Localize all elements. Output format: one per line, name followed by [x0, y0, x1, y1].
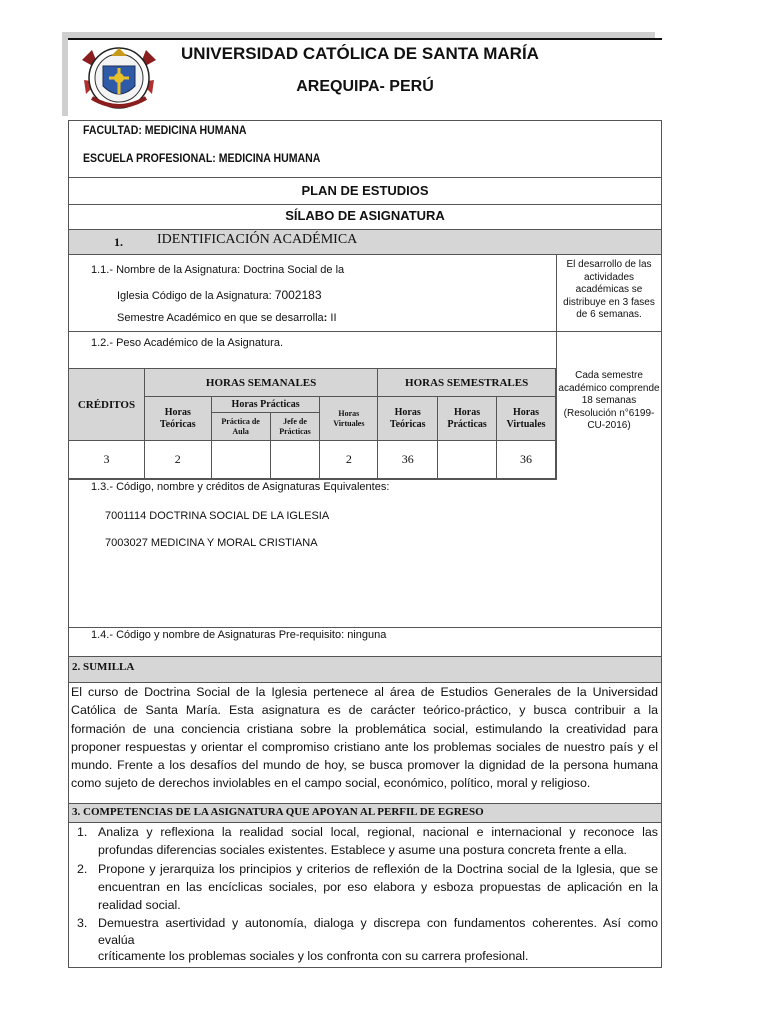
s11-semester-colon: :: [323, 312, 328, 324]
note-line: Cada semestre: [575, 370, 643, 381]
sem-virtuales-header: [497, 397, 556, 441]
header-line: Teóricas: [389, 418, 426, 430]
horas-semestrales-header: HORAS SEMESTRALES: [378, 369, 556, 397]
item-line: evalúa: [98, 932, 135, 947]
header-line: Aula: [232, 426, 249, 436]
section2-bar: [69, 657, 661, 682]
list-item: [71, 823, 658, 860]
item-number: 3.: [77, 916, 88, 931]
university-location: AREQUIPA- PERÚ: [296, 78, 434, 95]
s12-label: 1.2.- Peso Académico de la Asignatura.: [91, 337, 284, 349]
horas-practicas-header: Horas Prácticas: [211, 397, 320, 413]
item-line: críticamente los problemas sociales y los confronta con su carrera profesional.: [98, 948, 529, 963]
faculty-label: FACULTAD: MEDICINA HUMANA: [83, 123, 247, 137]
header-line: Prácticas: [447, 418, 487, 430]
horas-semanales-header: HORAS SEMANALES: [144, 369, 377, 397]
rule: [68, 627, 662, 628]
creditos-header: CRÉDITOS: [69, 369, 145, 441]
value-creditos: 3: [69, 441, 145, 479]
university-seal-logo: [78, 40, 160, 116]
note-line: actividades: [583, 271, 635, 283]
sumilla-line: proponer respuestas y orientar el compromiso cristiano ante los problemas sociales de nuestro país y el: [71, 739, 658, 754]
sumilla-line: El curso de Doctrina Social de la Iglesia pertenece al área de Estudios Generales de la Universidad: [71, 685, 658, 699]
header-line: Horas: [454, 406, 481, 418]
item-number: 1.: [77, 825, 88, 839]
note-line: distribuye en 3 fases: [563, 296, 655, 308]
header-line: Jefe de: [283, 416, 307, 426]
s11-line1: 1.1.- Nombre de la Asignatura: Doctrina Social de la: [91, 264, 345, 276]
item-line: profundas diferencias sociales existentes. Establece y asume una postura concreta frente a ella.: [98, 843, 627, 858]
section1-title: IDENTIFICACIÓN ACADÉMICA: [157, 232, 358, 247]
value-sem-teoricas: 36: [378, 441, 438, 479]
s13-item: 7001114 DOCTRINA SOCIAL DE LA IGLESIA: [105, 510, 330, 522]
sumilla-line: mundo. Frente a los desafíos del mundo de hoy, se busca promover la dignidad de la persona humana: [71, 758, 658, 773]
practica-aula-header: [211, 413, 270, 441]
plan-title: PLAN DE ESTUDIOS: [301, 183, 429, 198]
jefe-practicas-header: [270, 413, 320, 441]
item-line: realidad social.: [98, 898, 181, 913]
value-sem-practicas: [438, 441, 497, 479]
value-practica-aula: [211, 441, 270, 479]
s12-side-note: [558, 370, 660, 433]
s11-code-value: 7002183: [274, 288, 322, 302]
header-line: Horas: [512, 406, 540, 418]
note-line: (Resolución n°6199-: [563, 407, 655, 419]
sumilla-line: como sujeto de derechos inviolables en el campo social, económico, político, moral y religioso.: [71, 776, 591, 791]
note-line: CU-2016): [587, 420, 631, 431]
competencias-list: [71, 823, 658, 965]
section1-number: 1.: [114, 235, 123, 249]
university-title: UNIVERSIDAD CATÓLICA DE SANTA MARÍA: [181, 44, 539, 63]
rule: [556, 254, 557, 480]
sumilla-text: [71, 683, 658, 793]
s11-semester-value: II: [327, 312, 337, 324]
section2-title: 2. SUMILLA: [72, 661, 135, 673]
value-virtuales: 2: [320, 441, 378, 479]
sumilla-line: formación de una conciencia cristiana sobre la problemática social, estimulando la creatividad para: [71, 721, 658, 736]
item-line: Demuestra asertividad y autonomía, dialoga y discrepa con fundamentos coherentes. Así como: [98, 916, 658, 931]
note-line: académicas se: [575, 284, 643, 295]
s13-label: 1.3.- Código, nombre y créditos de Asignaturas Equivalentes:: [91, 481, 390, 493]
rule: [68, 254, 662, 255]
item-line: encuentran en las encíclicas sociales, por eso elabora y esboza propuestas de aplicación en la: [98, 879, 658, 894]
header-line: Prácticas: [279, 426, 311, 436]
value-sem-virtuales: 36: [497, 441, 556, 479]
item-line: Propone y jerarquiza los principios y criterios de reflexión de la Doctrina social de la Iglesia, que se: [98, 861, 658, 876]
note-line: de 6 semanas.: [576, 309, 642, 320]
s13-item: 7003027 MEDICINA Y MORAL CRISTIANA: [105, 537, 318, 549]
header-line: Horas: [164, 406, 191, 418]
s11-side-note: [558, 259, 660, 322]
section3-title: 3. COMPETENCIAS DE LA ASIGNATURA QUE APOYAN AL PERFIL DE EGRESO: [72, 806, 484, 818]
list-item: [71, 860, 658, 915]
rule: [68, 479, 556, 480]
header-line: Virtuales: [333, 418, 365, 428]
rule: [68, 177, 662, 178]
header-line: Práctica de: [221, 416, 260, 426]
hours-table: [68, 368, 556, 479]
note-line: 18 semanas: [581, 395, 637, 406]
item-number: 2.: [77, 861, 88, 876]
header-line: Horas: [338, 408, 360, 418]
s14-label: 1.4.- Código y nombre de Asignaturas Pre-requisito: ninguna: [91, 629, 387, 641]
s11-line3: [117, 312, 337, 324]
s11-line2: [117, 288, 322, 302]
list-item: [71, 914, 658, 965]
school-label: ESCUELA PROFESIONAL: MEDICINA HUMANA: [83, 151, 321, 165]
sumilla-line: Católica de Santa María. Esta asignatura es de carácter teórico-práctico, y busca contribuir a la: [71, 703, 658, 718]
note-line: El desarrollo de las: [566, 259, 652, 270]
rule: [68, 204, 662, 205]
s11-semester-label: Semestre Académico en que se desarrolla: [117, 312, 324, 324]
header-line: Horas: [394, 406, 421, 418]
sem-practicas-header: [438, 397, 497, 441]
header-line: Teóricas: [159, 418, 196, 430]
value-teoricas: 2: [144, 441, 211, 479]
value-jefe-practicas: [270, 441, 320, 479]
note-line: académico comprende: [558, 382, 660, 394]
horas-teoricas-header: [144, 397, 211, 441]
item-line: Analiza y reflexiona la realidad social local, regional, nacional e internacional y reconoce las: [98, 825, 658, 839]
s11-code-label: Iglesia Código de la Asignatura:: [117, 290, 275, 302]
header-line: Virtuales: [506, 418, 546, 430]
horas-virtuales-header: [320, 397, 378, 441]
silabo-title: SÍLABO DE ASIGNATURA: [285, 208, 445, 223]
rule: [68, 331, 662, 332]
sem-teoricas-header: [378, 397, 438, 441]
